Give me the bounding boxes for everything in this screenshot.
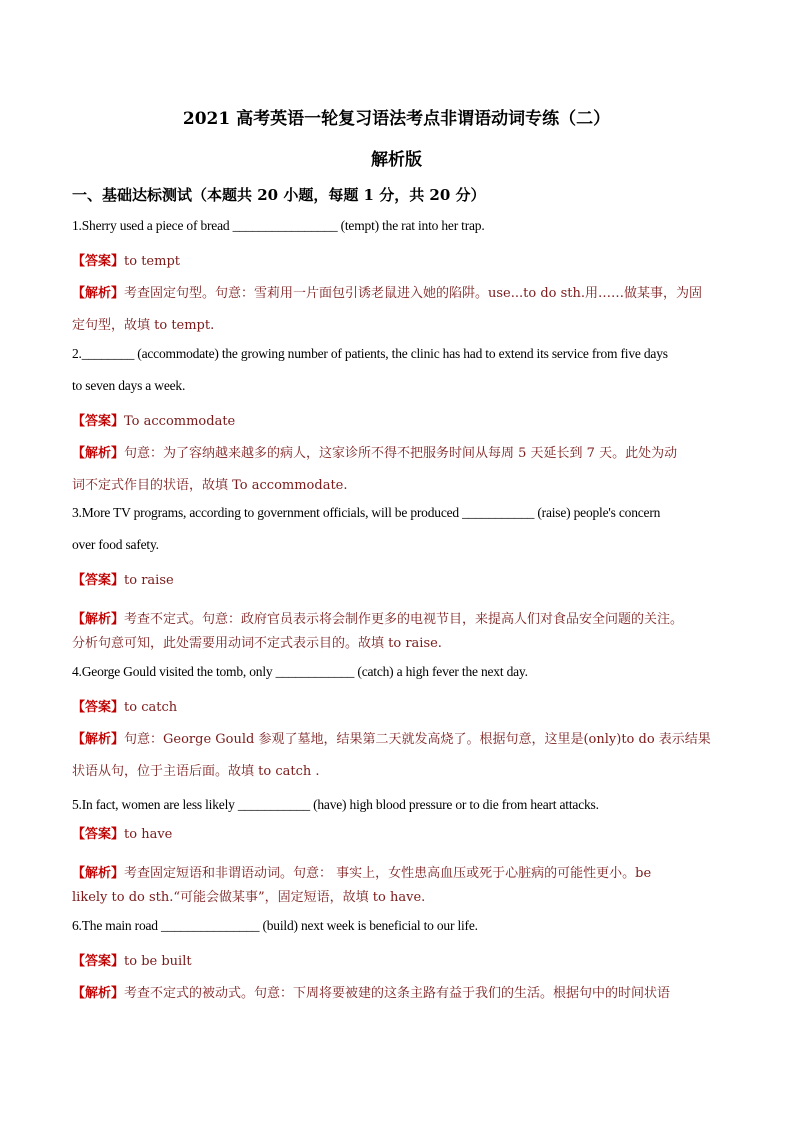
question-line <box>72 346 668 362</box>
analysis-tag: 【解析】 <box>72 446 125 461</box>
question-text: 6.The main road _______________ (build) next week is beneficial to our life. <box>72 918 478 933</box>
answer-line <box>72 950 192 969</box>
analysis-tag: 【解析】 <box>72 866 125 881</box>
question-line <box>72 505 660 521</box>
question-text: to seven days a week. <box>72 378 186 393</box>
question-line <box>72 537 159 553</box>
analysis-continuation <box>72 632 442 651</box>
analysis-text: 考查固定句型。句意：雪莉用一片面包引诱老鼠进入她的陷阱。use...to do sth.用……做某事，为固 <box>124 286 703 301</box>
analysis-text: 句意：George Gould 参观了墓地，结果第二天就发高烧了。根据句意，这里是(only)to do 表示结果 <box>124 732 711 747</box>
analysis-continuation <box>72 474 348 493</box>
analysis-line <box>72 982 670 1001</box>
analysis-continuation <box>72 886 425 905</box>
answer-tag: 【答案】 <box>72 254 125 269</box>
document-title: 2021 高考英语一轮复习语法考点非谓语动词专练（二） <box>182 109 611 129</box>
answer-line <box>72 250 180 269</box>
answer-tag: 【答案】 <box>72 573 125 588</box>
question-line <box>72 218 485 234</box>
question-line <box>72 378 185 394</box>
analysis-text: 句意：为了容纳越来越多的病人，这家诊所不得不把服务时间从每周 5 天延长到 7 天。此处为动 <box>124 446 678 461</box>
analysis-continuation <box>72 760 320 779</box>
analysis-line <box>72 442 677 461</box>
answer-text: to catch <box>124 700 178 715</box>
question-text: 5.In fact, women are less likely ___________ (have) high blood pressure or to die from heart attacks. <box>72 797 599 812</box>
analysis-tag: 【解析】 <box>72 286 125 301</box>
answer-tag: 【答案】 <box>72 700 125 715</box>
analysis-continuation <box>72 314 214 333</box>
question-text: 2.________ (accommodate) the growing number of patients, the clinic has had to extend its service from five days <box>72 346 668 361</box>
answer-text: to raise <box>124 573 174 588</box>
answer-text: To accommodate <box>124 414 236 429</box>
analysis-text: 词不定式作目的状语，故填 To accommodate. <box>72 478 348 493</box>
question-text: 1.Sherry used a piece of bread ________________ (tempt) the rat into her trap. <box>72 218 485 233</box>
question-text: 4.George Gould visited the tomb, only ____________ (catch) a high fever the next day. <box>72 664 528 679</box>
analysis-text: 考查不定式。句意：政府官员表示将会制作更多的电视节目，来提高人们对食品安全问题的关注。 <box>124 612 684 627</box>
analysis-text: 分析句意可知，此处需要用动词不定式表示目的。故填 to raise. <box>72 636 442 651</box>
answer-line <box>72 410 235 429</box>
answer-tag: 【答案】 <box>72 827 125 842</box>
analysis-line <box>72 282 702 301</box>
analysis-line <box>72 862 651 881</box>
answer-line <box>72 696 177 715</box>
analysis-line <box>72 728 711 747</box>
answer-line <box>72 823 172 842</box>
analysis-tag: 【解析】 <box>72 986 125 1001</box>
analysis-tag: 【解析】 <box>72 612 125 627</box>
question-line <box>72 918 478 934</box>
analysis-tag: 【解析】 <box>72 732 125 747</box>
answer-tag: 【答案】 <box>72 954 125 969</box>
answer-line <box>72 569 174 588</box>
analysis-line <box>72 608 683 627</box>
analysis-text: 状语从句，位于主语后面。故填 to catch . <box>72 764 320 779</box>
question-line <box>72 797 599 813</box>
answer-text: to tempt <box>124 254 180 269</box>
analysis-text: likely to do sth.“可能会做某事”，固定短语，故填 to have. <box>72 890 426 905</box>
answer-tag: 【答案】 <box>72 414 125 429</box>
question-text: 3.More TV programs, according to government officials, will be produced ___________ (raise) people's concern <box>72 505 661 520</box>
analysis-text: 考查不定式的被动式。句意：下周将要被建的这条主路有益于我们的生活。根据句中的时间状语 <box>124 986 671 1001</box>
answer-text: to have <box>124 827 173 842</box>
answer-text: to be built <box>124 954 192 969</box>
analysis-text: 定句型，故填 to tempt. <box>72 318 215 333</box>
question-line <box>72 664 528 680</box>
analysis-text: 考查固定短语和非谓语动词。句意： 事实上，女性患高血压或死于心脏病的可能性更小。be <box>124 866 652 881</box>
question-text: over food safety. <box>72 537 159 552</box>
section-heading: 一、基础达标测试（本题共 20 小题，每题 1 分，共 20 分） <box>72 186 486 204</box>
document-subtitle: 解析版 <box>371 150 422 170</box>
